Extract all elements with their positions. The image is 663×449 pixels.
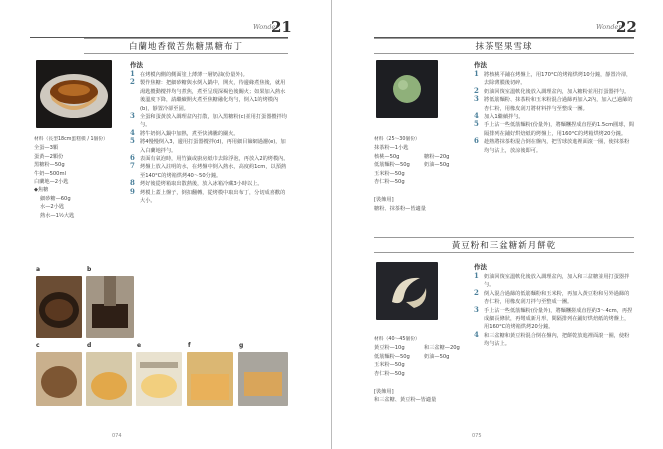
ingredient-item: 全蛋—3顆 [34,145,59,152]
step-text: 加入1繼續拌勻。 [484,114,524,121]
ingredient-item: 黑糖粉—50g [34,162,65,169]
recipe-title: 抹茶堅果雪球 [374,38,634,54]
method-step [474,304,634,332]
header-word: Wonder [253,23,279,31]
method-step [474,113,634,121]
ingredient-row [374,161,464,169]
recipe-title: 黃豆粉和三盆糖新月餅乾 [374,237,634,253]
ingredient-item: 和三盆糖—20g [424,345,460,352]
page-number: 22 [616,18,637,36]
method-block [130,60,290,206]
step-text: 將4慢慢倒入3，邊用打蛋器攪拌(d)，再用細目篩網過濾(e)，加入白蘭地拌勻。 [140,139,286,154]
method-step [474,85,634,96]
ingredient-item: 玉米粉—50g [374,170,405,177]
step-text: 奶油回復室溫軟化後放入調理盆內，加入和三盆糖並用打蛋器拌勻。 [484,274,630,289]
method-step [474,71,634,88]
step-number: 3 [474,304,479,314]
step-text: 將低筋麵粉、抹茶粉和玉米粉混合過篩再加入2內，加入已過篩的杏仁粉，用橡皮刮刀將材料拌勻至整成一團。 [484,97,633,112]
step-number: 9 [130,186,135,196]
step-text: 烤盤上放入註明的水，在烤盤中倒入熱水，高度約1cm，以預熱至140°C的烤箱烘烤40～50分鐘。 [140,164,287,179]
ingredient-item: 白蘭地—2小匙 [34,179,69,186]
step-number: 2 [130,77,135,87]
decor-label: [裝飾用] [374,389,394,396]
snowball-photo [376,60,438,118]
ingredient-item: 抹茶粉—1小匙 [374,145,409,152]
step-photo-g [238,352,288,406]
step-text: 全蛋和蛋黃放入調理盆內打散，加入黑糖粉(c)並用打蛋器攪拌均勻。 [140,114,287,129]
step-text: 烤模上蓋上盤子，倒扣翻轉，從烤模中取出布丁，分切成喜歡的大小。 [140,189,286,205]
step-text: 將牛奶倒入鍋中加熱，煮至快沸騰的關火。 [140,130,239,137]
page-number: 21 [271,18,292,36]
decor-text: 和三盆糖、黃豆粉—皆適量 [374,397,437,404]
photo-label: d [87,342,92,349]
method-step [130,155,290,163]
step-number: 4 [474,329,479,339]
step-number: 3 [474,94,479,104]
decor-label: [裝飾用] [374,197,394,204]
ingredient-row [374,170,464,178]
method-step [474,121,634,138]
method-step [474,273,634,290]
right-page [332,0,663,449]
ingredient-item: 核桃—50g [374,153,400,160]
ingredient-item: 蛋黃—2顆份 [34,153,64,160]
method-block [474,60,634,155]
step-number: 2 [474,287,479,297]
step-text: 奶油回復室溫軟化後放入調理盆內，加入糖粉並用打蛋器拌勻。 [484,88,630,95]
step-text: 手上沾一些低筋麵粉(份量外)，將麵糰捏成直徑約1.5cm圓球，間隔排列在鋪好烘焙紙的烤盤上，用160°C的烤箱烘烤20分鐘。 [484,122,634,137]
left-page [0,0,331,449]
ingredients-label: 材料（40～45個份） [374,337,420,342]
step-text: 表面有氣泡時，用竹籤或廚房紙巾去除浮泡，再放入2的烤模內。 [140,156,289,163]
step-number: 4 [474,111,479,121]
crescent-photo [376,262,438,320]
method-label: 作法 [130,61,143,69]
ingredients-block [374,336,464,405]
ingredient-item: 黃豆粉—10g [374,345,405,352]
decor-text: 糖粉、抹茶粉—皆適量 [374,205,426,212]
step-number: 2 [474,85,479,95]
caramel-item: 熱水—1½大匙 [40,212,75,219]
step-photo-a [36,276,82,338]
ingredient-item: 奶油—50g [424,162,450,169]
page-footer: 075 [472,433,482,439]
ingredient-item: 杏仁粉—50g [374,370,405,377]
method-step [130,186,290,206]
method-step [130,71,290,79]
step-photo-c [36,352,82,406]
step-text: 將核桃平鋪在烤盤上，用170°C的烤箱烘烤10分鐘，靜置冷卻，去除薄膜後切碎。 [484,72,632,87]
step-photo-f [187,352,233,406]
recipe-title: 白蘭地香微苦焦糖黑糖布丁 [84,38,288,54]
page-footer: 074 [112,433,122,439]
step-number: 1 [130,69,135,78]
ingredient-row [374,353,464,361]
ingredient-row [374,370,464,378]
step-number: 6 [474,136,479,146]
photo-label: b [87,266,92,273]
method-step [130,113,290,130]
ingredient-item: 牛奶—500ml [34,170,66,177]
photo-label: g [239,342,244,349]
method-step [130,79,290,113]
step-number: 1 [474,271,479,280]
step-text: 製作焦糖：把細砂糖與水倒入鍋中，開火，待邊緣煮焦後，就用湯匙攪動攪拌均勻煮焦，煮至呈現深褐色後關火；如果加入熱水後溫度下降，請繼續開火煮至焦糖融化均勻，倒入1的烤模內(b)，靜置冷卻至固。 [140,80,286,112]
step-text: 和三盆糖和黃豆粉混合倒在盤內，把餅乾放進裡面滾一圈，使粉均勻沾上。 [484,332,630,348]
method-step [130,138,290,155]
header-word: Wonder [596,23,622,31]
ingredient-row [374,153,464,161]
ingredient-item: 糖粉—20g [424,153,450,160]
step-text: 倒入混合過篩的低筋麵粉和玉米粉，再加入黃豆粉和另外過篩的杏仁粉，用橡皮刮刀拌勻至整成一團。 [484,290,630,306]
step-text: 趁熱將抹茶粉混合倒在盤內，把雪球放進裡面滾一圈，使抹茶粉均勻沾上，放涼後即可。 [484,139,630,154]
method-step [474,96,634,113]
ingredient-item: 玉米粉—50g [374,362,405,369]
method-step [474,329,634,349]
step-number: 7 [130,161,135,171]
photo-label: f [188,342,191,349]
ingredient-row [374,344,464,352]
ingredients-label: 材料（長型18cm蛋糕模 / 1個份） [34,137,108,142]
step-number: 4 [130,127,135,137]
ingredients-block [374,136,464,213]
ingredient-item: 奶油—50g [424,353,450,360]
step-text: 手上沾一些低筋麵粉(份量外)，將麵糰搓成直徑約3～4cm，再捏成細長條狀，再彎成新月形，間隔排列在鋪好烘焙紙的烤盤上，用160°C的烤箱烘烤20分鐘。 [484,307,633,331]
caramel-label: ◆焦糖 [34,187,49,194]
caramel-item: 細砂糖—60g [40,195,71,202]
step-number: 6 [130,153,135,163]
step-photo-b [86,276,134,338]
method-step [130,127,290,138]
method-label: 作法 [474,263,487,271]
method-block [474,262,634,349]
method-label: 作法 [474,61,487,69]
ingredients-block [34,136,126,220]
step-text: 烤好後從烤箱取出散熱後，放入冰箱冷藏3小時以上。 [140,181,263,188]
caramel-item: 水—2小匙 [40,204,65,211]
step-number: 5 [474,119,479,129]
step-number: 3 [130,111,135,121]
pudding-photo [36,60,112,128]
ingredient-row [374,178,464,186]
step-number: 5 [130,136,135,146]
method-step [130,163,290,180]
step-number: 8 [130,178,135,188]
step-number: 1 [474,69,479,78]
method-step [474,138,634,155]
method-step [474,287,634,307]
ingredient-row [374,144,464,152]
ingredient-item: 低筋麵粉—50g [374,353,410,360]
photo-label: c [36,342,40,349]
method-step [130,180,290,188]
ingredients-label: 材料（25～30個份） [374,137,420,142]
ingredient-item: 杏仁粉—50g [374,179,405,186]
photo-label: a [36,266,41,273]
step-photo-e [136,352,182,406]
ingredient-item: 低筋麵粉—50g [374,162,410,169]
step-photo-d [86,352,132,406]
ingredient-row [374,361,464,369]
step-text: 在烤模內側的側面塗上薄薄一層奶油(份量外)。 [140,72,248,78]
photo-label: e [137,342,142,349]
